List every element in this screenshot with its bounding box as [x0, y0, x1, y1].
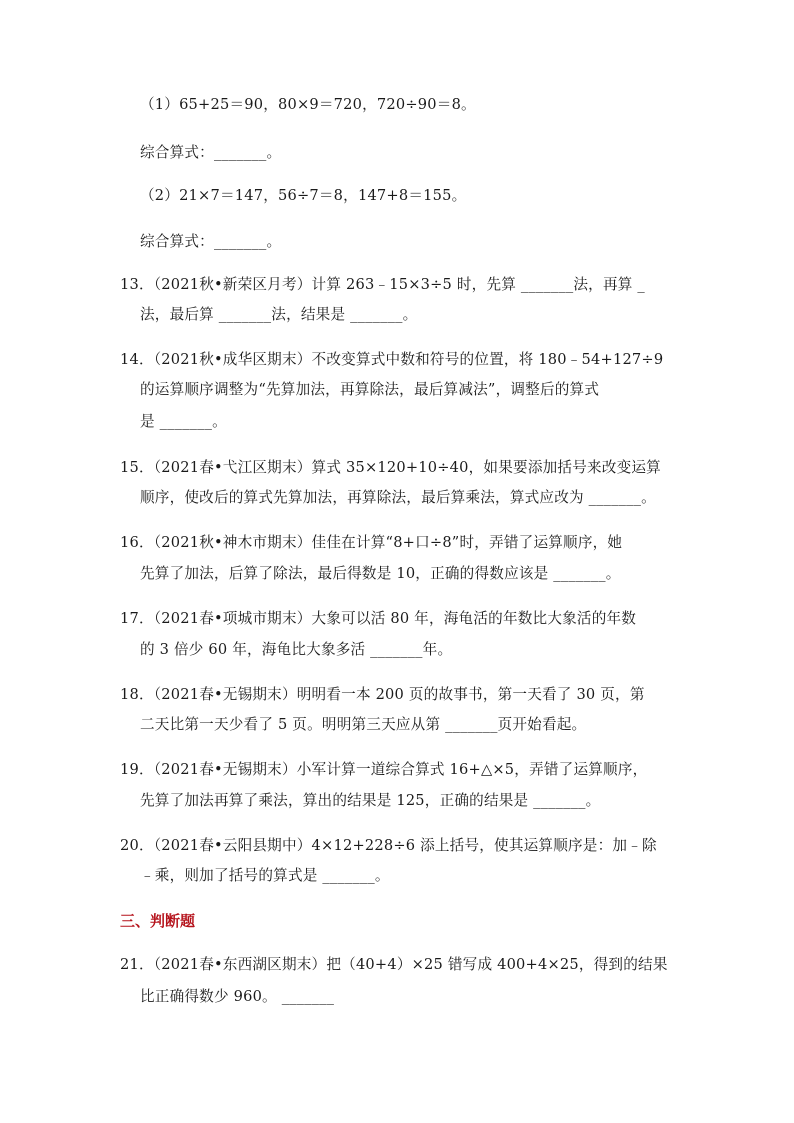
- question-15-line-2: 顺序，使改后的算式先算加法，再算除法，最后算乘法，算式应改为 _______。: [140, 489, 656, 506]
- question-14-line-2: 的运算顺序调整为“先算加法，再算除法，最后算减法”，调整后的算式: [140, 381, 600, 398]
- question-19-line-1: 19．（2021春•无锡期末）小军计算一道综合算式 16+△×5，弄错了运算顺序，: [120, 761, 648, 778]
- question-20-line-1: 20．（2021春•云阳县期中）4×12+228÷6 添上括号，使其运算顺序是：加﹣除: [120, 837, 657, 854]
- line-2: 综合算式：_______。: [140, 144, 282, 161]
- question-14-line-1: 14．（2021秋•成华区期末）不改变算式中数和符号的位置，将 180﹣54+127÷9: [120, 351, 664, 368]
- question-18-line-1: 18．（2021春•无锡期末）明明看一本 200 页的故事书，第一天看了 30 页，第: [120, 686, 645, 703]
- question-21-line-2: 比正确得数少 960。 _______: [140, 988, 335, 1005]
- question-13-line-1: 13．（2021秋•新荣区月考）计算 263﹣15×3÷5 时，先算 _______法，再算 _: [120, 276, 645, 293]
- line-3: （2）21×7＝147，56÷7＝8，147+8＝155。: [140, 187, 467, 204]
- question-20-line-2: ﹣乘，则加了括号的算式是 _______。: [140, 867, 390, 884]
- question-17-line-1: 17．（2021春•项城市期末）大象可以活 80 年，海龟活的年数比大象活的年数: [120, 610, 637, 627]
- question-19-line-2: 先算了加法再算了乘法，算出的结果是 125，正确的结果是 _______。: [140, 792, 601, 809]
- question-16-line-1: 16．（2021秋•神木市期末）佳佳在计算“8+口÷8”时，弄错了运算顺序，她: [120, 534, 623, 551]
- line-1: （1）65+25＝90，80×9＝720，720÷90＝8。: [140, 96, 476, 113]
- question-21-line-1: 21．（2021春•东西湖区期末）把（40+4）×25 错写成 400+4×25，得到的结果: [120, 956, 668, 973]
- question-15-line-1: 15．（2021春•弋江区期末）算式 35×120+10÷40，如果要添加括号来改变运算: [120, 459, 661, 476]
- section-heading: 三、判断题: [120, 912, 196, 930]
- question-14-line-3: 是 _______。: [140, 413, 227, 430]
- question-17-line-2: 的 3 倍少 60 年，海龟比大象多活 _______年。: [140, 641, 453, 658]
- line-4: 综合算式：_______。: [140, 233, 282, 250]
- question-16-line-2: 先算了加法，后算了除法，最后得数是 10，正确的得数应该是 _______。: [140, 565, 621, 582]
- question-13-line-2: 法，最后算 _______法，结果是 _______。: [140, 306, 418, 323]
- question-18-line-2: 二天比第一天少看了 5 页。明明第三天应从第 _______页开始看起。: [140, 716, 587, 733]
